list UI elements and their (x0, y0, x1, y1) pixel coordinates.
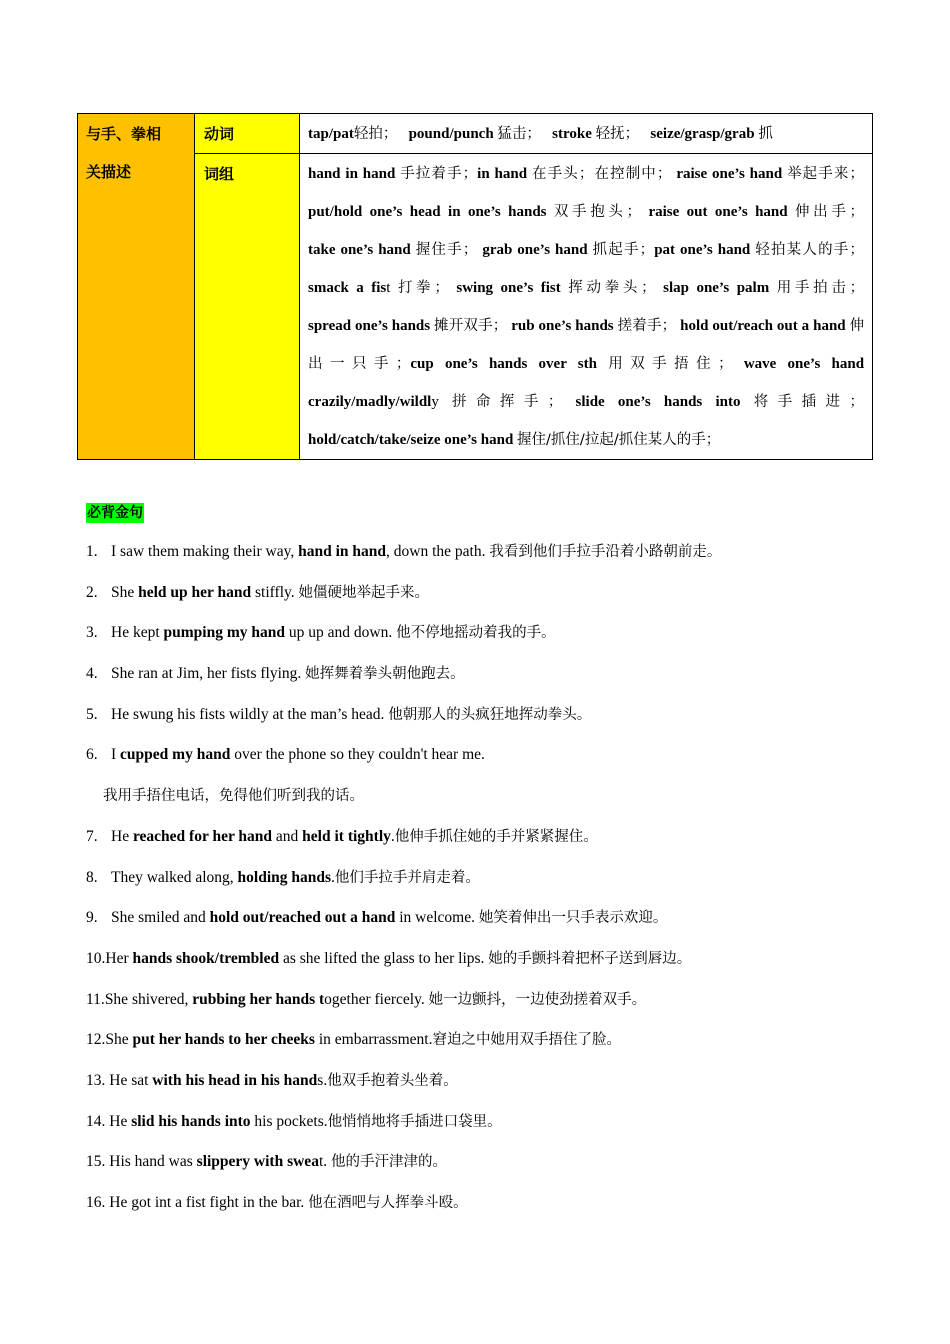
content-cell-phrases (300, 154, 873, 460)
sentence-text: , down the path. (386, 543, 490, 560)
term-en: swing one’s fist (456, 280, 561, 296)
translation: 他们手拉手并肩走着。 (334, 869, 480, 886)
term-en: pound/punch (408, 126, 494, 142)
term-en-plain: y (431, 394, 439, 410)
phrase-line (308, 269, 864, 307)
translation: 她一边颤抖，一边使劲搓着双手。 (428, 991, 647, 1008)
translation: 窘迫之中她用双手捂住了脸。 (432, 1032, 621, 1049)
sentence-item (86, 908, 886, 949)
term-zh: 搓着手； (617, 318, 677, 334)
sentence-item (86, 583, 886, 624)
term-en: put/hold one’s head in one’s hands (308, 204, 547, 220)
term-zh: 用双手捂住； (608, 356, 733, 372)
term-en: wave one’s hand crazily/madly/wildl (308, 356, 865, 410)
sentence-number: 3. (86, 624, 98, 642)
term-en: cup one’s hands over sth (410, 356, 597, 372)
type-label: 动词 (204, 125, 235, 143)
sentence-number: 9. (86, 909, 98, 927)
key-phrase: pumping my hand (163, 624, 285, 642)
key-phrase: reached for her hand (132, 827, 273, 845)
category-cell (78, 114, 195, 460)
phrase-line (308, 155, 864, 193)
sentence-item (86, 990, 886, 1031)
section-heading: 必背金句 (87, 505, 143, 521)
term-zh: 抓起手； (592, 242, 655, 258)
phrase-line (308, 307, 864, 421)
translation: 她僵硬地举起手来。 (298, 584, 430, 601)
term-en: slide one’s hands into (575, 394, 741, 410)
sentence-item (86, 1112, 886, 1153)
sentence-number: 10. (86, 949, 106, 967)
sentence-number: 8. (86, 868, 98, 886)
sentence-item (86, 949, 886, 990)
translation: 她挥舞着拳头朝他跑去。 (305, 666, 465, 683)
sentence-number: 12. (86, 1031, 106, 1049)
term-en: hand in hand (308, 166, 396, 182)
translation: 她笑着伸出一只手表示欢迎。 (478, 910, 668, 927)
key-phrase: hands shook/trembled (132, 949, 280, 967)
sentence-number: 2. (86, 583, 98, 601)
term-en: grab one’s hand (482, 242, 588, 258)
key-phrase: cupped my hand (120, 746, 231, 764)
term-zh: 拼命挥手； (452, 394, 563, 410)
sentence-text: He swung his fists wildly at the man’s head. (111, 705, 389, 723)
category-label-line1: 与手、拳相 (86, 125, 162, 143)
sentence-item (86, 1152, 886, 1193)
sentence-number: 5. (86, 705, 98, 723)
term-en: in hand (477, 166, 528, 182)
table-row-phrases (78, 154, 873, 460)
sentence-text: She shivered, (104, 990, 193, 1008)
sentence-number: 16. (86, 1194, 106, 1211)
sentence-text: She ran at Jim, her fists flying. (111, 665, 306, 683)
phrase-line (308, 193, 864, 231)
translation: 她的手颤抖着把杯子送到唇边。 (488, 950, 692, 967)
sentence-number: 1. (86, 543, 98, 560)
key-phrase: with his head in his hand (152, 1071, 318, 1089)
vocabulary-table (77, 113, 873, 460)
sentence-text: . (331, 868, 335, 886)
phrase-line (308, 421, 864, 459)
sentence-text: She (111, 583, 139, 601)
term-zh: 挥动拳头； (568, 280, 656, 296)
translation: 他悄悄地将手插进口袋里。 (327, 1113, 502, 1130)
translation: 他的手汗津津的。 (331, 1154, 448, 1171)
key-phrase: held it tightly (302, 827, 391, 845)
translation: 他在酒吧与人挥拳斗殴。 (308, 1195, 468, 1211)
term-en: raise out one’s hand (648, 204, 788, 220)
term-zh: 打拳； (397, 280, 449, 296)
translation: 他双手抱着头坐着。 (327, 1072, 458, 1089)
translation: 他朝那人的头疯狂地挥动拳头。 (388, 706, 592, 723)
key-phrase: slid his hands into (131, 1112, 251, 1130)
sentence-number: 14. (86, 1112, 106, 1130)
sentence-text: He kept (111, 624, 164, 642)
sentence-number: 15. (86, 1153, 106, 1171)
sentence-item (86, 786, 886, 827)
term-en: seize/grasp/grab (650, 126, 755, 142)
translation: 我用手捂住电话，免得他们听到我的话。 (103, 788, 364, 805)
sentence-text: I saw them making their way, (111, 543, 299, 560)
term-en: spread one’s hands (308, 318, 431, 334)
sentence-item (86, 1071, 886, 1112)
sentence-text: and (272, 827, 303, 845)
sentence-item (86, 664, 886, 705)
sentence-text: s. (317, 1071, 328, 1089)
sentence-item (86, 827, 886, 868)
term-zh: 用手拍击； (776, 280, 865, 296)
sentence-text: He (105, 1112, 132, 1130)
term-en: stroke (552, 126, 592, 142)
term-zh: 轻拍； (353, 126, 398, 142)
term-zh: 手拉着手； (400, 166, 478, 182)
term-en: slap one’s palm (663, 280, 770, 296)
type-label: 词组 (204, 165, 235, 183)
term-en: pat one’s hand (654, 242, 751, 258)
sentence-item (86, 705, 886, 746)
term-en: hold/catch/take/seize one’s hand (308, 432, 514, 448)
term-en: smack a fis (308, 280, 387, 296)
sentence-item (86, 1030, 886, 1071)
sentence-text: in welcome. (395, 909, 479, 927)
sentence-number: 11. (86, 990, 105, 1008)
phrase-line (308, 231, 864, 269)
key-phrase: rubbing her hands t (192, 990, 325, 1008)
key-phrase: held up her hand (138, 583, 252, 601)
sentence-text: She (105, 1031, 133, 1049)
content-cell-verbs (300, 114, 873, 154)
term-en: tap/pat (308, 126, 354, 142)
sentence-text: up up and down. (285, 624, 397, 642)
translation: 他伸手抓住她的手并紧紧握住。 (394, 828, 598, 845)
key-phrase: put her hands to her cheeks (132, 1031, 315, 1049)
key-phrase: hand in hand (298, 543, 387, 560)
sentence-number: 6. (86, 746, 98, 764)
sentence-text: Her (105, 949, 133, 967)
key-phrase: holding hands (237, 868, 332, 886)
sentence-text: ogether fiercely. (324, 990, 429, 1008)
sentence-text: He sat (105, 1071, 153, 1089)
translation: 我看到他们手拉手沿着小路朝前走。 (489, 544, 722, 560)
term-zh: 握住/抓住/拉起/抓住某人的手； (517, 432, 721, 448)
term-en: rub one’s hands (511, 318, 614, 334)
category-label-line2: 关描述 (86, 163, 132, 181)
sentence-text: over the phone so they couldn't hear me. (230, 746, 485, 764)
sentence-number: 4. (86, 665, 98, 683)
term-zh: 在手头；在控制中； (531, 166, 672, 182)
term-en: raise one’s hand (676, 166, 783, 182)
term-en: hold out/reach out a hand (680, 318, 846, 334)
term-zh: 伸出一只手； (308, 318, 865, 372)
sentence-text: She smiled and (111, 909, 210, 927)
term-zh: 握住手； (415, 242, 478, 258)
sentence-item (86, 623, 886, 664)
term-zh: 将手插进； (753, 394, 864, 410)
term-en: take one’s hand (308, 242, 411, 258)
sentence-item (86, 542, 886, 583)
type-cell-phrases (195, 154, 300, 460)
term-zh: 伸出手； (795, 204, 864, 220)
term-zh: 摊开双手； (434, 318, 508, 334)
key-phrase: slippery with swea (196, 1153, 319, 1171)
sentence-item (86, 1193, 886, 1234)
term-zh: 轻抚； (595, 126, 640, 142)
term-en-plain: t (386, 280, 391, 296)
term-zh: 抓 (758, 126, 773, 142)
key-phrase: hold out/reached out a hand (209, 909, 396, 927)
sentence-text: as she lifted the glass to her lips. (279, 949, 489, 967)
term-zh: 轻拍某人的手； (755, 242, 865, 258)
term-zh: 双手抱头； (553, 204, 642, 220)
sentence-text: stiffly. (251, 583, 299, 601)
sentence-list (86, 542, 886, 1234)
sentence-text: . (390, 827, 395, 845)
term-zh: 猛击； (497, 126, 541, 142)
sentence-text: in embarrassment. (314, 1031, 433, 1049)
sentence-text: He got int a fist fight in the bar. (105, 1194, 309, 1211)
sentence-text: his pockets. (250, 1112, 328, 1130)
term-zh: 举起手来； (787, 166, 865, 182)
sentence-number: 7. (86, 827, 98, 845)
sentence-text: He (111, 827, 133, 845)
sentence-item (86, 868, 886, 909)
table-row-verbs (78, 114, 873, 154)
translation: 他不停地摇动着我的手。 (396, 625, 556, 642)
sentence-number: 13. (86, 1071, 106, 1089)
sentence-item (86, 745, 886, 786)
sentence-text: They walked along, (111, 868, 238, 886)
type-cell-verbs (195, 114, 300, 154)
sentence-text: t. (318, 1153, 332, 1171)
sentence-text: His hand was (105, 1153, 197, 1171)
sentence-text: I (111, 746, 121, 764)
